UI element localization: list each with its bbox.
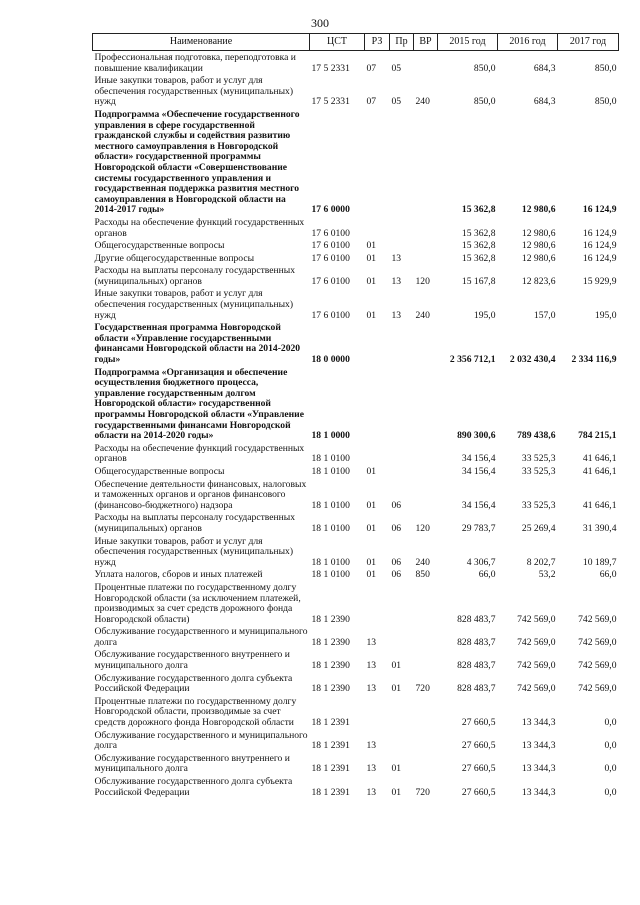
row-rz (365, 695, 390, 729)
table-row (93, 695, 619, 729)
row-amount-2017: 850,0 (594, 96, 617, 108)
row-amount-2016: 742 569,0 (517, 683, 556, 695)
table-row (93, 535, 619, 569)
row-cst: 17 6 0100 (311, 309, 350, 321)
row-name: Расходы на выплаты персоналу государственных (муниципальных) органов (94, 512, 296, 534)
row-cst: 18 1 0100 (311, 499, 350, 511)
row-vr: 720 (415, 683, 430, 695)
row-vr (414, 648, 438, 671)
row-name: Обслуживание государственного внутреннего и муниципального долга (94, 752, 290, 775)
row-name: Другие общегосударственные вопросы (94, 252, 255, 264)
row-amount-2016: 684,3 (533, 96, 556, 108)
row-name: Государственная программа Новгородской области «Управление государственными финансами Новгородской области на 2014-2020 годы» (94, 322, 301, 366)
row-name: Расходы на обеспечение функций государственных органов (94, 216, 305, 239)
row-amount-2015: 34 156,4 (461, 453, 496, 465)
row-amount-2015: 850,0 (473, 62, 496, 74)
row-rz: 01 (366, 556, 377, 568)
row-amount-2015: 850,0 (473, 96, 496, 108)
row-amount-2015: 2 356 712,1 (449, 354, 496, 366)
row-cst: 18 1 0100 (311, 465, 350, 477)
row-pr (390, 216, 414, 239)
row-amount-2015: 15 362,8 (461, 240, 496, 252)
row-rz: 01 (366, 465, 377, 477)
row-name: Обслуживание государственного внутреннего и муниципального долга (94, 649, 290, 672)
row-vr (414, 729, 438, 752)
row-amount-2017: 15 929,9 (582, 275, 617, 287)
row-amount-2016: 2 032 430,4 (509, 354, 556, 366)
row-name: Подпрограмма «Обеспечение государственного управления в сфере государственной гражданской службы и содействия развитию местного самоуправления в Новгородской области» государственной программы Новгородской области «Совершенствование системы государственного управления и государственная поддержка развития местного самоуправления в Новгородской области на 2014-2017 годы» (94, 108, 300, 216)
table-row (93, 252, 619, 265)
row-rz: 13 (366, 786, 377, 798)
header-pr: Пр (390, 34, 414, 51)
row-pr: 13 (391, 309, 402, 321)
row-amount-2017: 742 569,0 (578, 613, 617, 625)
row-amount-2015: 15 362,8 (461, 227, 496, 239)
table-row (93, 568, 619, 581)
row-amount-2015: 34 156,4 (461, 465, 496, 477)
row-amount-2015: 15 362,8 (461, 252, 496, 264)
row-amount-2015: 195,0 (473, 309, 496, 321)
row-name: Процентные платежи по государственному долгу Новгородской области (за исключением платежей, производимых за счет средств дорожного фонда Новгородской области) (94, 581, 301, 625)
row-vr: 120 (415, 275, 430, 287)
row-amount-2016: 789 438,6 (517, 430, 556, 442)
row-name: Иные закупки товаров, работ и услуг для обеспечения государственных (муниципальных) нужд (94, 75, 294, 108)
row-pr: 01 (391, 763, 402, 775)
row-amount-2016: 25 269,4 (521, 522, 556, 534)
row-pr: 05 (391, 62, 402, 74)
row-name: Общегосударственные вопросы (94, 240, 225, 252)
header-cst: ЦСТ (310, 34, 365, 51)
row-amount-2016: 742 569,0 (517, 660, 556, 672)
row-cst: 18 1 0100 (311, 453, 350, 465)
row-amount-2015: 27 660,5 (461, 786, 496, 798)
row-vr: 850 (415, 569, 430, 581)
row-rz: 07 (366, 96, 377, 108)
header-2015: 2015 год (438, 34, 498, 51)
row-vr (414, 465, 438, 478)
table-row (93, 752, 619, 775)
row-pr (390, 442, 414, 465)
row-amount-2017: 0,0 (604, 717, 617, 729)
row-amount-2016: 33 525,3 (521, 499, 556, 511)
row-name: Обслуживание государственного долга субъекта Российской Федерации (94, 672, 293, 695)
table-row (93, 672, 619, 695)
row-cst: 17 6 0100 (311, 240, 350, 252)
row-pr (390, 695, 414, 729)
row-amount-2016: 12 980,6 (521, 227, 556, 239)
row-amount-2015: 828 483,7 (457, 660, 496, 672)
header-2017: 2017 год (558, 34, 619, 51)
row-amount-2016: 13 344,3 (521, 763, 556, 775)
table-body (93, 51, 619, 799)
row-amount-2015: 828 483,7 (457, 613, 496, 625)
row-pr: 06 (391, 556, 402, 568)
row-rz: 01 (366, 309, 377, 321)
row-vr (414, 581, 438, 625)
row-cst: 17 5 2331 (311, 62, 350, 74)
table-row (93, 51, 619, 75)
table-row (93, 729, 619, 752)
row-amount-2017: 0,0 (604, 740, 617, 752)
row-vr (414, 51, 438, 75)
row-amount-2015: 15 362,8 (461, 204, 496, 216)
row-cst: 18 1 2391 (311, 763, 350, 775)
row-amount-2016: 12 823,6 (521, 275, 556, 287)
row-pr (390, 108, 414, 216)
row-vr: 720 (415, 786, 430, 798)
row-amount-2016: 12 980,6 (521, 204, 556, 216)
row-amount-2015: 890 300,6 (457, 430, 496, 442)
table-row (93, 74, 619, 108)
row-amount-2016: 12 980,6 (521, 252, 556, 264)
row-pr: 01 (391, 683, 402, 695)
row-cst: 18 1 0000 (311, 430, 350, 442)
row-amount-2017: 742 569,0 (578, 660, 617, 672)
row-pr: 13 (391, 252, 402, 264)
row-amount-2017: 16 124,9 (582, 204, 617, 216)
row-rz (365, 581, 390, 625)
row-amount-2017: 742 569,0 (578, 683, 617, 695)
row-pr (390, 239, 414, 252)
table-header (93, 34, 619, 51)
row-amount-2017: 2 334 116,9 (571, 354, 617, 366)
row-vr (414, 442, 438, 465)
row-pr (390, 729, 414, 752)
row-amount-2015: 27 660,5 (461, 763, 496, 775)
row-amount-2016: 742 569,0 (517, 636, 556, 648)
row-name: Обеспечение деятельности финансовых, налоговых и таможенных органов и органов финансового (финансово-бюджетного) надзора (94, 478, 307, 511)
row-name: Расходы на выплаты персоналу государственных (муниципальных) органов (94, 265, 296, 287)
row-amount-2015: 828 483,7 (457, 683, 496, 695)
row-amount-2016: 33 525,3 (521, 453, 556, 465)
row-amount-2017: 66,0 (599, 569, 617, 581)
row-cst: 18 1 2391 (311, 717, 350, 729)
row-cst: 17 6 0100 (311, 252, 350, 264)
row-amount-2017: 16 124,9 (582, 227, 617, 239)
row-pr (390, 321, 414, 365)
row-pr: 06 (391, 569, 402, 581)
row-rz: 01 (366, 522, 377, 534)
row-cst: 17 5 2331 (311, 96, 350, 108)
row-amount-2017: 784 215,1 (578, 430, 617, 442)
row-amount-2016: 684,3 (533, 62, 556, 74)
row-pr: 06 (391, 522, 402, 534)
row-vr: 240 (415, 556, 430, 568)
row-vr: 240 (415, 309, 430, 321)
row-vr (414, 108, 438, 216)
row-amount-2016: 13 344,3 (521, 786, 556, 798)
table-row (93, 625, 619, 648)
header-vr: ВР (414, 34, 438, 51)
row-amount-2017: 41 646,1 (582, 499, 617, 511)
row-name: Уплата налогов, сборов и иных платежей (94, 569, 263, 581)
row-vr: 240 (415, 96, 430, 108)
row-amount-2016: 742 569,0 (517, 613, 556, 625)
row-vr (414, 625, 438, 648)
row-amount-2015: 66,0 (478, 569, 496, 581)
row-cst: 18 1 2390 (311, 613, 350, 625)
row-vr (414, 321, 438, 365)
table-row (93, 287, 619, 321)
row-rz: 01 (366, 569, 377, 581)
row-pr: 06 (391, 499, 402, 511)
table-row (93, 108, 619, 216)
header-2016: 2016 год (498, 34, 558, 51)
row-name: Обслуживание государственного и муниципального долга (94, 729, 308, 752)
table-row (93, 511, 619, 534)
row-cst: 17 6 0000 (311, 204, 350, 216)
row-amount-2015: 828 483,7 (457, 636, 496, 648)
row-pr: 01 (391, 660, 402, 672)
row-rz: 07 (366, 62, 377, 74)
row-rz (365, 108, 390, 216)
row-rz: 01 (366, 275, 377, 287)
row-cst: 17 6 0100 (311, 227, 350, 239)
row-cst: 18 1 2390 (311, 636, 350, 648)
row-amount-2016: 53,2 (538, 569, 556, 581)
row-amount-2017: 16 124,9 (582, 252, 617, 264)
row-amount-2017: 195,0 (594, 309, 617, 321)
row-cst: 17 6 0100 (311, 275, 350, 287)
row-name: Общегосударственные вопросы (94, 465, 225, 477)
table-row (93, 478, 619, 512)
row-amount-2017: 850,0 (594, 62, 617, 74)
row-cst: 18 1 0100 (311, 569, 350, 581)
row-pr: 01 (391, 786, 402, 798)
row-amount-2016: 157,0 (533, 309, 556, 321)
row-vr (414, 752, 438, 775)
header-rz: РЗ (365, 34, 390, 51)
row-amount-2016: 13 344,3 (521, 717, 556, 729)
row-name: Иные закупки товаров, работ и услуг для обеспечения государственных (муниципальных) нужд (94, 535, 294, 568)
row-cst: 18 1 0100 (311, 522, 350, 534)
row-vr: 120 (415, 522, 430, 534)
table-row (93, 775, 619, 798)
table-row (93, 442, 619, 465)
row-pr (390, 581, 414, 625)
row-cst: 18 1 2390 (311, 660, 350, 672)
row-amount-2015: 27 660,5 (461, 740, 496, 752)
row-amount-2017: 16 124,9 (582, 240, 617, 252)
row-rz: 01 (366, 252, 377, 264)
row-rz: 01 (366, 499, 377, 511)
row-rz (365, 321, 390, 365)
row-amount-2015: 34 156,4 (461, 499, 496, 511)
row-vr (414, 239, 438, 252)
row-amount-2015: 29 783,7 (461, 522, 496, 534)
table-row (93, 321, 619, 365)
table-row (93, 648, 619, 671)
table-row (93, 465, 619, 478)
row-amount-2017: 0,0 (604, 763, 617, 775)
row-rz: 13 (366, 740, 377, 752)
row-pr (390, 625, 414, 648)
page-number: 300 (311, 16, 329, 30)
row-vr (414, 478, 438, 512)
row-rz: 01 (366, 240, 377, 252)
row-name: Процентные платежи по государственному долгу Новгородской области, производимые за счет средств дорожного фонда Новгородской области (94, 695, 297, 729)
row-name: Обслуживание государственного долга субъекта Российской Федерации (94, 776, 293, 798)
row-rz: 13 (366, 660, 377, 672)
row-name: Подпрограмма «Организация и обеспечение осуществления бюджетного процесса, управление государственным долгом Новгородской области» государственной программы Новгородской области «Управление государственными финансами Новгородской области на 2014-2020 годы» (94, 366, 304, 442)
row-name: Профессиональная подготовка, переподготовка и повышение квалификации (94, 52, 296, 74)
table-row (93, 264, 619, 287)
row-rz (365, 442, 390, 465)
row-rz (365, 366, 390, 442)
row-name: Расходы на обеспечение функций государственных органов (94, 442, 305, 465)
row-vr (414, 252, 438, 265)
row-amount-2017: 41 646,1 (582, 465, 617, 477)
table-row (93, 216, 619, 239)
row-amount-2017: 41 646,1 (582, 453, 617, 465)
row-cst: 18 0 0000 (311, 354, 350, 366)
row-rz: 13 (366, 763, 377, 775)
row-rz: 13 (366, 683, 377, 695)
table-row (93, 366, 619, 442)
row-amount-2016: 33 525,3 (521, 465, 556, 477)
row-amount-2015: 27 660,5 (461, 717, 496, 729)
row-cst: 18 1 2391 (311, 786, 350, 798)
row-pr (390, 465, 414, 478)
row-amount-2015: 4 306,7 (466, 556, 496, 568)
row-name: Обслуживание государственного и муниципального долга (94, 626, 308, 648)
row-amount-2017: 31 390,4 (582, 522, 617, 534)
table-row (93, 581, 619, 625)
row-cst: 18 1 2391 (311, 740, 350, 752)
row-amount-2015: 15 167,8 (461, 275, 496, 287)
row-vr (414, 366, 438, 442)
row-cst: 18 1 2390 (311, 683, 350, 695)
header-name: Наименование (93, 34, 310, 51)
row-pr: 13 (391, 275, 402, 287)
row-rz (365, 216, 390, 239)
row-amount-2017: 0,0 (604, 786, 617, 798)
row-cst: 18 1 0100 (311, 556, 350, 568)
row-name: Иные закупки товаров, работ и услуг для обеспечения государственных (муниципальных) нужд (94, 288, 294, 321)
row-amount-2016: 8 202,7 (526, 556, 556, 568)
row-vr (414, 695, 438, 729)
row-vr (414, 216, 438, 239)
table-row (93, 239, 619, 252)
row-amount-2016: 13 344,3 (521, 740, 556, 752)
row-amount-2016: 12 980,6 (521, 240, 556, 252)
row-amount-2017: 742 569,0 (578, 636, 617, 648)
row-rz: 13 (366, 636, 377, 648)
budget-table (92, 33, 619, 798)
row-amount-2017: 10 189,7 (582, 556, 617, 568)
row-pr (390, 366, 414, 442)
row-pr: 05 (391, 96, 402, 108)
